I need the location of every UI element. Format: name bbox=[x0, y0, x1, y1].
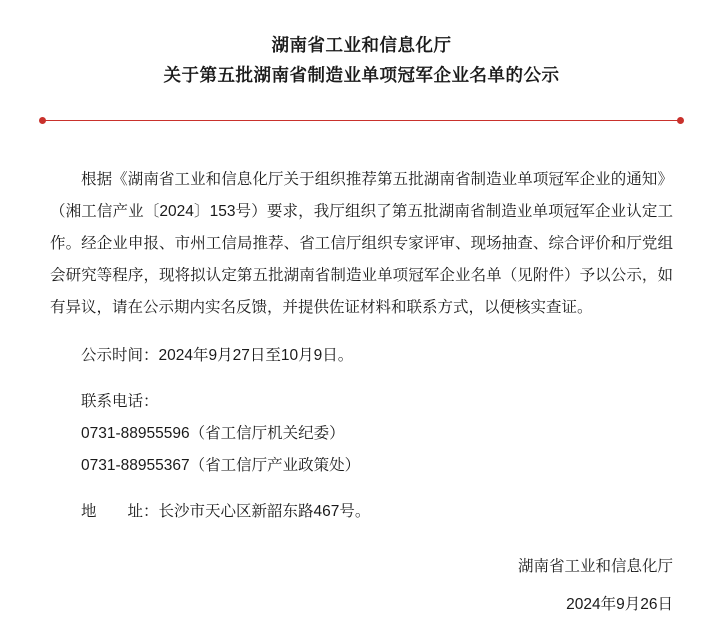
publicity-period-line: 公示时间：2024年9月27日至10月9日。 bbox=[81, 347, 354, 364]
main-paragraph: 根据《湖南省工业和信息化厅关于组织推荐第五批湖南省制造业单项冠军企业的通知》（湘工信产业〔2024〕153号）要求，我厅组织了第五批湖南省制造业单项冠军企业认定工作。经企业申报、市州工信局推荐、省工信厅组织专家评审、现场抽查、综合评价和厅党组会研究等程序，现将拟认定第五批湖南省制造业单项冠军企业名单（见附件）予以公示，如有异议，请在公示期内实名反馈，并提供佐证材料和联系方式，以便核实查证。 bbox=[50, 171, 673, 316]
page-title-line-1: 湖南省工业和信息化厅 bbox=[271, 35, 452, 55]
divider-line bbox=[42, 120, 681, 121]
signature-date: 2024年9月26日 bbox=[566, 596, 673, 613]
contact-phone-2: 0731-88955367（省工信厅产业政策处） bbox=[81, 457, 361, 474]
document-header bbox=[28, 0, 695, 90]
contact-address: 地 址：长沙市天心区新韶东路467号。 bbox=[81, 503, 371, 520]
divider-dot-right-icon bbox=[677, 117, 684, 124]
decorative-divider bbox=[28, 104, 695, 138]
document-body bbox=[28, 164, 695, 528]
signature-organization: 湖南省工业和信息化厅 bbox=[517, 558, 673, 575]
contact-phone-1: 0731-88955596（省工信厅机关纪委） bbox=[81, 425, 345, 442]
page-title-line-2: 关于第五批湖南省制造业单项冠军企业名单的公示 bbox=[163, 65, 560, 85]
contact-label: 联系电话： bbox=[81, 393, 159, 410]
